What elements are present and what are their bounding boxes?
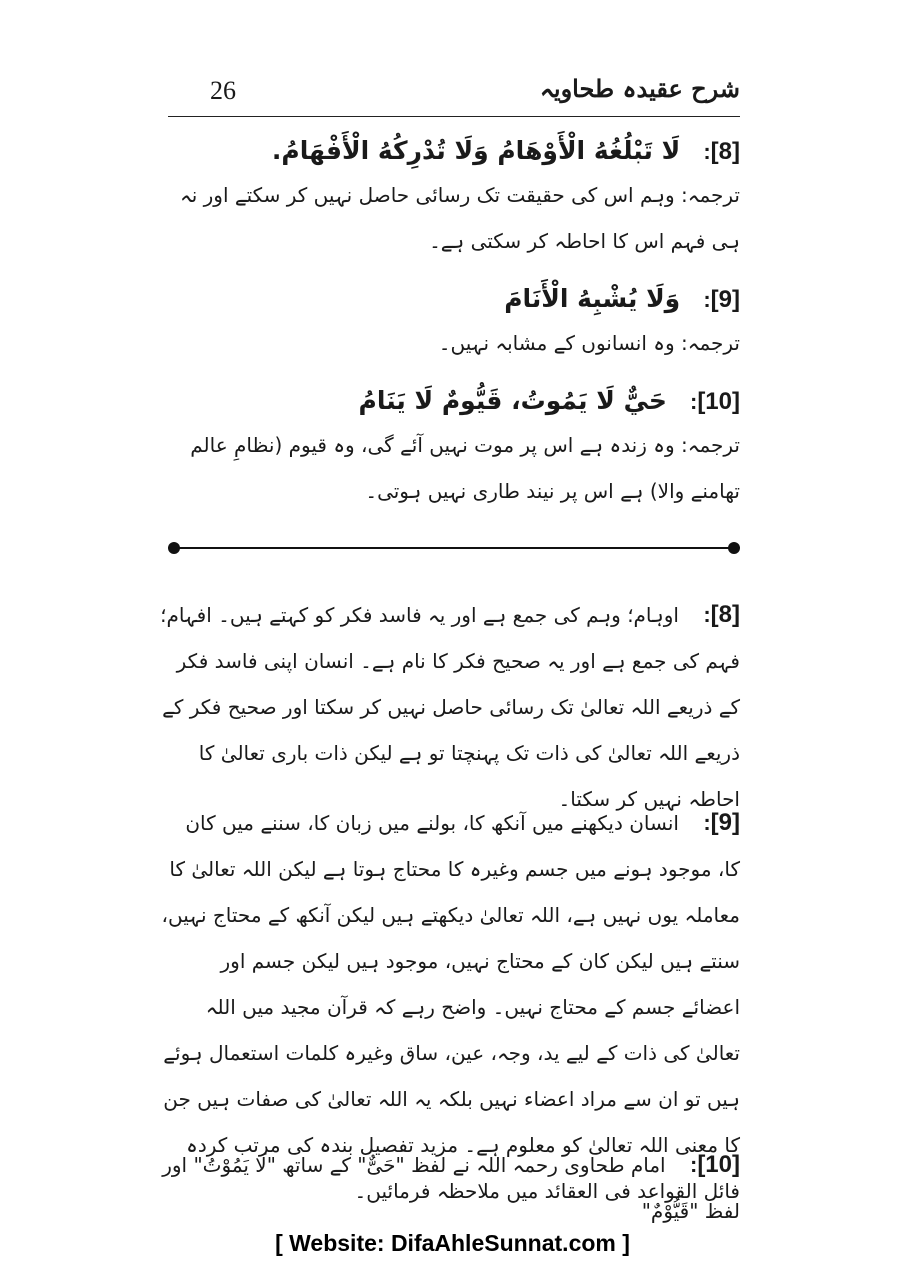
matn-9: [9]: وَلَا يُشْبِهُ الْأَنَامَ ترجمہ: وہ انسانوں کے مشابہ نہیں۔ — [160, 278, 740, 366]
note-9: [9]: انسان دیکھنے میں آنکھ کا، بولنے میں زبان کا، سننے میں کان کا، موجود ہونے میں جسم وغیرہ کا محتاج ہوتا ہے لیکن اللہ تعالیٰ کا معاملہ یوں نہیں ہے، اللہ تعالیٰ دیکھتے ہیں لیکن آنکھ کے محتاج نہیں، سنتے ہیں لیکن کان کے محتاج نہیں، موجود ہیں لیکن جسم اور اعضائے جسم کے محتاج نہیں۔ واضح رہے کہ قرآن مجید میں اللہ تعالیٰ کی ذات کے لیے ید، وجہ، عین، ساق وغیرہ کلمات استعمال ہوئے ہیں تو ان سے مراد اعضاء نہیں بلکہ یہ اللہ تعالیٰ کی صفات ہیں جن کا معنی اللہ تعالیٰ کو معلوم ہے۔ مزید تفصیل بندہ کی مرتب کردہ فائل القواعد فی العقائد میں ملاحظہ فرمائیں۔ — [160, 800, 740, 1214]
note-text: انسان دیکھنے میں آنکھ کا، بولنے میں زبان کا، سننے میں کان کا، موجود ہونے میں جسم وغیرہ کا محتاج ہوتا ہے لیکن اللہ تعالیٰ کا معاملہ یوں نہیں ہے، اللہ تعالیٰ دیکھتے ہیں لیکن آنکھ کے محتاج نہیں، سنتے ہیں لیکن کان کے محتاج نہیں، موجود ہیں لیکن جسم اور اعضائے جسم کے محتاج نہیں۔ واضح رہے کہ قرآن مجید میں اللہ تعالیٰ کی ذات کے لیے ید، وجہ، عین، ساق وغیرہ کلمات استعمال ہوئے ہیں تو ان سے مراد اعضاء نہیں بلکہ یہ اللہ تعالیٰ کی صفات ہیں جن کا معنی اللہ تعالیٰ کو معلوم ہے۔ مزید تفصیل بندہ کی مرتب کردہ فائل القواعد فی العقائد میں ملاحظہ فرمائیں۔ — [161, 811, 740, 1203]
section-divider — [168, 540, 740, 556]
divider-line — [174, 547, 734, 549]
matn-translation: ترجمہ: وہ انسانوں کے مشابہ نہیں۔ — [438, 331, 740, 355]
book-title: شرح عقیدہ طحاویہ — [539, 74, 740, 103]
matn-8: [8]: لَا تَبْلُغُهُ الْأَوْهَامُ وَلَا تُدْرِكُهُ الْأَفْهَامُ. ترجمہ: وہم اس کی حقیقت تک رسائی حاصل نہیں کر سکتے اور نہ ہی فہم اس کا احاطہ کر سکتی ہے۔ — [160, 130, 740, 264]
matn-number: [9] — [710, 286, 740, 313]
matn-arabic: لَا تَبْلُغُهُ الْأَوْهَامُ وَلَا تُدْرِكُهُ الْأَفْهَامُ. — [271, 136, 681, 165]
note-number: [8] — [710, 601, 740, 628]
matn-10: [10]: حَيٌّ لَا يَمُوتُ، قَيُّومٌ لَا يَنَامُ ترجمہ: وہ زندہ ہے اس پر موت نہیں آئے گی، وہ قیوم (نظامِ عالم تھامنے والا) ہے اس پر نیند طاری نہیں ہوتی۔ — [160, 380, 740, 514]
note-number: [9] — [710, 809, 740, 836]
matn-number: [8] — [710, 138, 740, 165]
note-text: اوہام؛ وہم کی جمع ہے اور یہ فاسد فکر کو کہتے ہیں۔ افہام؛ فہم کی جمع ہے اور یہ صحیح فکر کا نام ہے۔ انسان اپنی فاسد فکر کے ذریعے اللہ تعالیٰ تک رسائی حاصل نہیں کر سکتا اور صحیح فکر کے ذریعے اللہ تعالیٰ کی ذات تک پہنچتا تو ہے لیکن ذات باری تعالیٰ کا احاطہ نہیں کر سکتا۔ — [160, 603, 740, 811]
matn-arabic: وَلَا يُشْبِهُ الْأَنَامَ — [504, 284, 681, 313]
website-footer: [ Website: DifaAhleSunnat.com ] — [275, 1230, 630, 1256]
matn-number: [10] — [697, 388, 740, 415]
divider-dot — [728, 542, 740, 554]
page-number: 26 — [210, 76, 236, 105]
matn-arabic: حَيٌّ لَا يَمُوتُ، قَيُّومٌ لَا يَنَامُ — [358, 386, 667, 415]
matn-translation: ترجمہ: وہم اس کی حقیقت تک رسائی حاصل نہیں کر سکتے اور نہ ہی فہم اس کا احاطہ کر سکتی ہے۔ — [179, 183, 740, 253]
page-header — [168, 72, 740, 117]
note-number: [10] — [697, 1151, 740, 1178]
note-text: امام طحاوی رحمہ اللہ نے لفظ "حَیٌّ" کے ساتھ "لَا یَمُوْتُ" اور لفظ "قَیُّوْمٌ" — [162, 1153, 740, 1223]
note-8: [8]: اوہام؛ وہم کی جمع ہے اور یہ فاسد فکر کو کہتے ہیں۔ افہام؛ فہم کی جمع ہے اور یہ صحیح فکر کا نام ہے۔ انسان اپنی فاسد فکر کے ذریعے اللہ تعالیٰ تک رسائی حاصل نہیں کر سکتا اور صحیح فکر کے ذریعے اللہ تعالیٰ کی ذات تک پہنچتا تو ہے لیکن ذات باری تعالیٰ کا احاطہ نہیں کر سکتا۔ — [160, 592, 740, 822]
matn-translation: ترجمہ: وہ زندہ ہے اس پر موت نہیں آئے گی، وہ قیوم (نظامِ عالم تھامنے والا) ہے اس پر نیند طاری نہیں ہوتی۔ — [190, 433, 740, 503]
note-10: [10]: امام طحاوی رحمہ اللہ نے لفظ "حَیٌّ" کے ساتھ "لَا یَمُوْتُ" اور لفظ "قَیُّوْمٌ" — [160, 1142, 740, 1234]
